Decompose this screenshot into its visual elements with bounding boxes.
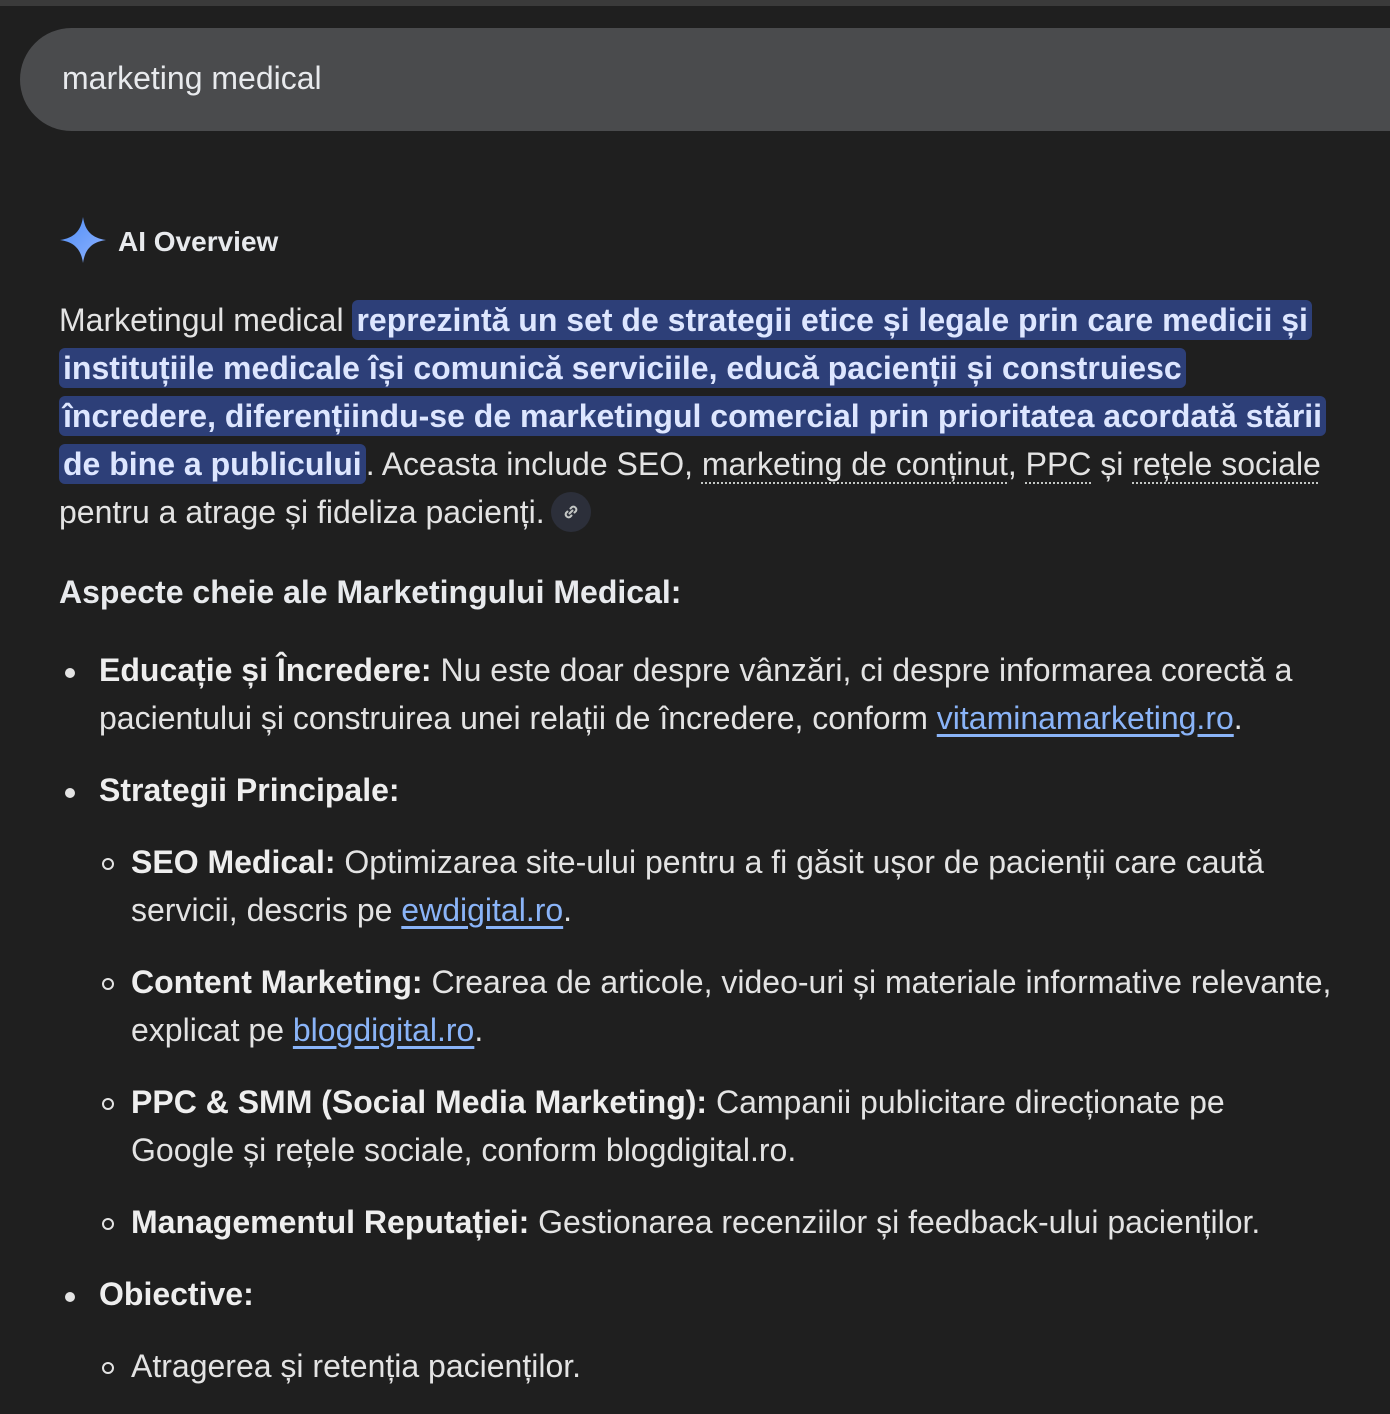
subitem-text: Campanii publicitare direcționate pe Google și rețele sociale, conform blogdigital.ro. xyxy=(131,1084,1225,1168)
subitem-text: Optimizarea site-ului pentru a fi găsit ușor de pacienții care caută servicii, descris pe xyxy=(131,844,1264,928)
list-item xyxy=(59,1270,1334,1390)
ai-overview-title: AI Overview xyxy=(118,226,279,257)
sublist-item xyxy=(99,1198,1334,1246)
term-content-marketing[interactable]: marketing de conținut xyxy=(701,446,1008,482)
intro-tail: pentru a atrage și fideliza pacienți. xyxy=(59,494,545,530)
intro-after: . Aceasta include SEO, xyxy=(365,446,702,482)
objectives-sublist xyxy=(99,1342,1334,1390)
subitem-text: Atragerea și retenția pacienților. xyxy=(131,1348,582,1384)
key-aspects-heading: Aspecte cheie ale Marketingului Medical: xyxy=(59,574,682,610)
window-top-strip xyxy=(0,0,1390,6)
intro-lead: Marketingul medical xyxy=(59,302,353,338)
sublist-item xyxy=(99,1342,1334,1390)
sublist-item xyxy=(99,1078,1334,1174)
subitem-label: PPC & SMM (Social Media Marketing): xyxy=(131,1084,708,1120)
search-input[interactable] xyxy=(20,28,1390,131)
sublist-item xyxy=(99,838,1334,934)
overview-intro xyxy=(59,296,1334,536)
item-text: Nu este doar despre vânzări, ci despre informarea corectă a pacientului și construirea unei relații de încredere, conform xyxy=(99,652,1293,736)
link-icon xyxy=(561,502,581,522)
item-label: Educație și Încredere: xyxy=(99,652,432,688)
item-end: . xyxy=(1233,700,1243,736)
strategies-sublist xyxy=(99,838,1334,1246)
subitem-end: . xyxy=(563,892,573,928)
subitem-label: Content Marketing: xyxy=(131,964,423,1000)
list-item xyxy=(59,646,1334,742)
source-link-ewdigital[interactable]: ewdigital.ro xyxy=(401,892,564,928)
item-label: Obiective: xyxy=(99,1276,254,1312)
subitem-label: SEO Medical: xyxy=(131,844,336,880)
source-link-blogdigital[interactable]: blogdigital.ro xyxy=(292,1012,475,1048)
intro-sep1: , xyxy=(1007,446,1026,482)
subitem-text: Crearea de articole, video-uri și materiale informative relevante, explicat pe xyxy=(131,964,1332,1048)
term-ppc[interactable]: PPC xyxy=(1025,446,1092,482)
item-label: Strategii Principale: xyxy=(99,772,400,808)
ai-overview-header xyxy=(58,216,278,268)
subitem-end: . xyxy=(474,1012,484,1048)
subitem-text: Gestionarea recenziilor și feedback-ului pacienților. xyxy=(529,1204,1261,1240)
intro-sep2: și xyxy=(1091,446,1133,482)
term-social-networks[interactable]: rețele sociale xyxy=(1132,446,1321,482)
source-link-vitaminamarketing[interactable]: vitaminamarketing.ro xyxy=(936,700,1234,736)
ai-overview-body xyxy=(59,296,1334,1414)
sublist-item xyxy=(99,958,1334,1054)
sparkle-icon xyxy=(58,215,108,270)
intro-highlight[interactable]: reprezintă un set de strategii etice și legale prin care medicii și instituțiile medicale își comunică serviciile, educă pacienții și construiesc încredere, diferențiindu-se de marketingul comercial prin prioritatea acordată stării de bine a publicului xyxy=(59,300,1326,484)
source-link-button[interactable] xyxy=(551,492,591,532)
subitem-label: Managementul Reputației: xyxy=(131,1204,530,1240)
search-query: marketing medical xyxy=(62,60,322,96)
list-item xyxy=(59,766,1334,1246)
key-aspects-list xyxy=(59,646,1334,1390)
